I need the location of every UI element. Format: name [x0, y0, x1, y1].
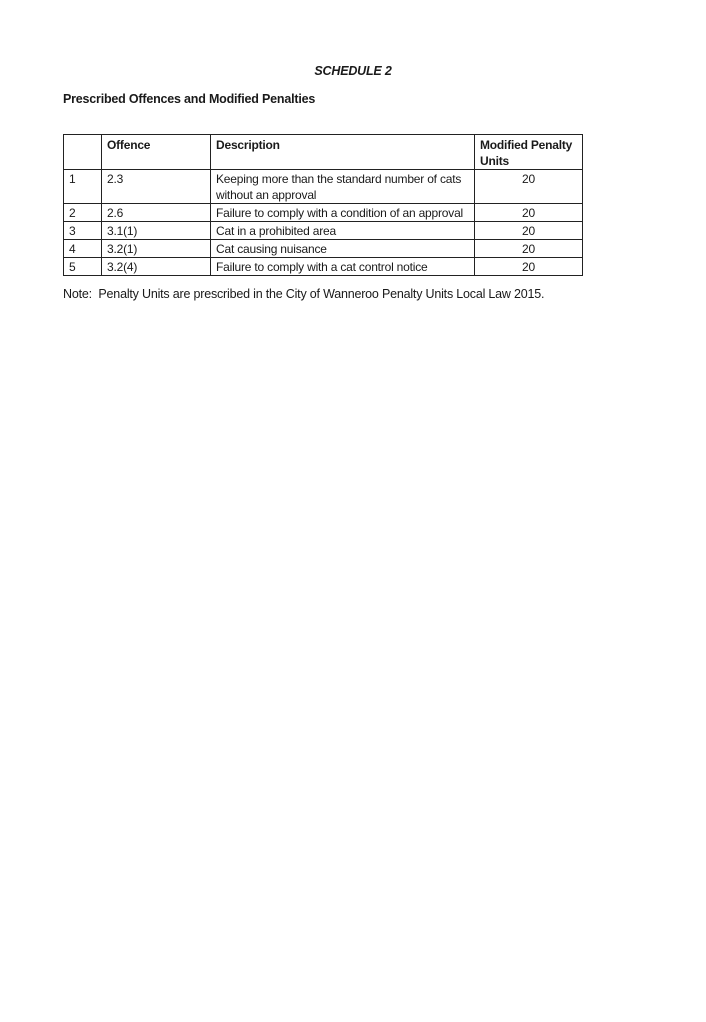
table-header-row	[64, 135, 583, 170]
cell-item: 2	[64, 204, 102, 222]
cell-offence: 2.6	[102, 204, 211, 222]
cell-units: 20	[475, 240, 583, 258]
cell-description: Keeping more than the standard number of cats without an approval	[211, 170, 475, 204]
table-row	[64, 240, 583, 258]
cell-offence: 3.2(1)	[102, 240, 211, 258]
penalties-table	[63, 134, 583, 276]
cell-units: 20	[475, 204, 583, 222]
cell-offence: 3.2(4)	[102, 258, 211, 276]
cell-item: 1	[64, 170, 102, 204]
cell-units: 20	[475, 170, 583, 204]
table-row	[64, 170, 583, 204]
table-row	[64, 258, 583, 276]
header-modified-penalty-units: Modified Penalty Units	[475, 135, 583, 170]
cell-description: Failure to comply with a cat control notice	[211, 258, 475, 276]
footnote: Note: Penalty Units are prescribed in the City of Wanneroo Penalty Units Local Law 2015.	[63, 287, 545, 301]
cell-offence: 3.1(1)	[102, 222, 211, 240]
cell-item: 3	[64, 222, 102, 240]
table-row	[64, 204, 583, 222]
cell-units: 20	[475, 258, 583, 276]
cell-item: 4	[64, 240, 102, 258]
table-row	[64, 222, 583, 240]
header-offence: Offence	[102, 135, 211, 170]
cell-description: Cat in a prohibited area	[211, 222, 475, 240]
cell-units: 20	[475, 222, 583, 240]
header-description: Description	[211, 135, 475, 170]
cell-description: Cat causing nuisance	[211, 240, 475, 258]
header-item	[64, 135, 102, 170]
section-heading: Prescribed Offences and Modified Penalties	[63, 92, 316, 106]
cell-description: Failure to comply with a condition of an approval	[211, 204, 475, 222]
cell-offence: 2.3	[102, 170, 211, 204]
cell-item: 5	[64, 258, 102, 276]
schedule-title: SCHEDULE 2	[314, 64, 392, 78]
